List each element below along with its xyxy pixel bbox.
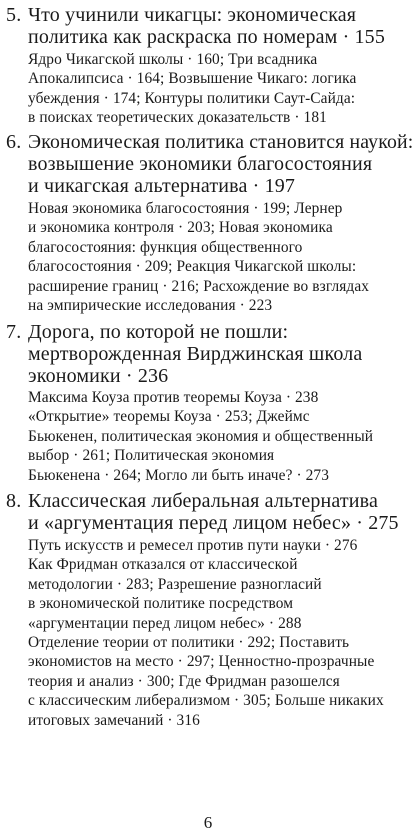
chapter-title-line: Что учинили чикагцы: экономическая (28, 4, 357, 26)
section-line: Бьюкенена · 264; Могло ли быть иначе? · 273 (28, 466, 330, 484)
chapter-number: 7. (6, 321, 22, 343)
chapter-title-line: политика как раскраска по номерам · 155 (28, 26, 385, 48)
section-line: «Открытие» теоремы Коуза · 253; Джеймс (28, 408, 310, 426)
chapter-number: 6. (6, 131, 22, 153)
section-line: расширение границ · 216; Расхождение во взглядах (28, 277, 370, 295)
section-line: в поисках теоретических доказательств · 181 (28, 109, 327, 127)
chapter-title-line: возвышение экономики благосостояния (28, 153, 373, 175)
section-line: благосостояния · 209; Реакция Чикагской школы: (28, 258, 357, 276)
section-list (28, 536, 414, 730)
section-line: Отделение теории от политики · 292; Поставить (28, 634, 350, 652)
chapter-title-line: Дорога, по которой не пошли: (28, 321, 289, 343)
chapter-number: 5. (6, 4, 22, 26)
page-number: 6 (203, 813, 213, 832)
section-list (28, 50, 414, 128)
section-list (28, 199, 414, 315)
section-line: Ядро Чикагской школы · 160; Три всадника (28, 51, 318, 68)
section-line: на эмпирические исследования · 223 (28, 297, 273, 315)
section-line: экономистов на место · 297; Ценностно-прозрачные (28, 653, 375, 671)
section-line: итоговых замечаний · 316 (28, 711, 200, 729)
section-line: Как Фридман отказался от классической (28, 556, 298, 574)
chapter-number: 8. (6, 490, 22, 512)
chapter-title-line: и чикагская альтернатива · 197 (28, 175, 296, 197)
section-line: методологии · 283; Разрешение разногласий (28, 575, 322, 593)
chapter-title-line: мертворожденная Вирджинская школа (28, 343, 363, 365)
section-line: Максима Коузa против теоремы Коуза · 238 (28, 389, 319, 406)
chapter-title (28, 4, 414, 48)
section-line: благосостояния: функция общественного (28, 238, 303, 256)
section-line: убеждения · 174; Контуры политики Саут-Сайда: (28, 89, 356, 107)
section-line: «аргументации перед лицом небес» · 288 (28, 614, 302, 632)
section-line: теория и анализ · 300; Где Фридман разошелся (28, 672, 340, 690)
section-line: и экономика контроля · 203; Новая экономика (28, 219, 333, 237)
chapter-title-line: и «аргументация перед лицом небес» · 275 (28, 512, 399, 534)
chapter-title-line: экономики · 236 (28, 365, 169, 387)
chapter-title-line: Классическая либеральная альтернатива (28, 490, 378, 512)
chapter-title-line: Экономическая политика становится наукой: (28, 131, 414, 153)
section-line: с классическим либерализмом · 305; Больше никаких (28, 692, 384, 710)
section-list (28, 388, 414, 485)
chapter-title (28, 490, 414, 534)
section-line: в экономической политике посредством (28, 595, 294, 613)
section-line: Путь искусств и ремесел против пути науки · 276 (28, 537, 358, 554)
section-line: выбор · 261; Политическая экономия (28, 447, 275, 465)
section-line: Бьюкенен, политическая экономия и общественный (28, 427, 374, 445)
section-line: Апокалипсиса · 164; Возвышение Чикаго: логика (28, 70, 357, 88)
chapter-title (28, 321, 414, 387)
section-line: Новая экономика благосостояния · 199; Лернер (28, 200, 343, 217)
chapter-title (28, 131, 414, 197)
